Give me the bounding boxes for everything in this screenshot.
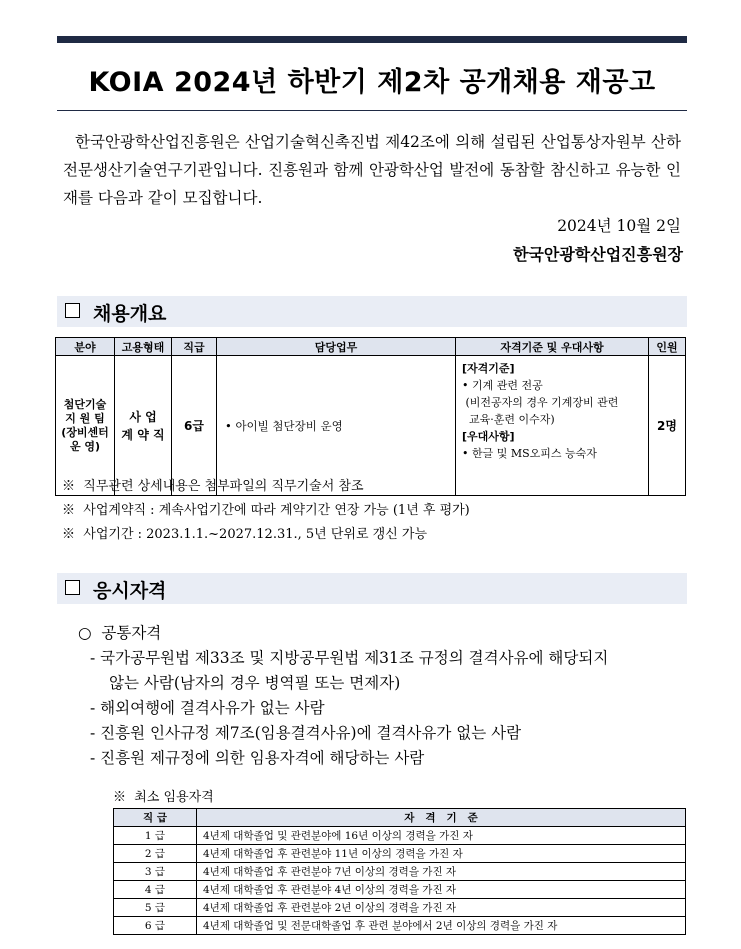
criteria-cell: 4년제 대학졸업 및 전문대학졸업 후 관련 분야에서 2년 이상의 경력을 가진 자	[197, 917, 686, 935]
grade-cell: 4 급	[114, 881, 197, 899]
section-hiring-overview	[57, 296, 687, 327]
table-row	[114, 881, 686, 899]
type-line: 사 업	[129, 409, 157, 424]
list-item: - 진흥원 인사규정 제7조(임용결격사유)에 결격사유가 없는 사람	[90, 724, 522, 742]
field-line: 운 영)	[69, 439, 101, 453]
cell-grade: 6급	[172, 356, 217, 496]
section-title: 채용개요	[93, 303, 167, 325]
section-eligibility	[57, 573, 687, 604]
criteria-cell: 4년제 대학졸업 및 관련분야에 16년 이상의 경력을 가진 자	[197, 827, 686, 845]
table-row	[114, 845, 686, 863]
checkbox-square-icon	[65, 303, 80, 318]
list-item: - 해외여행에 결격사유가 없는 사람	[90, 699, 325, 717]
hiring-table	[55, 337, 686, 496]
qual-line: • 기계 관련 전공	[462, 379, 543, 392]
cell-duty: • 아이빌 첨단장비 운영	[217, 356, 456, 496]
top-rule	[57, 36, 687, 43]
qual-heading: [우대사항]	[462, 430, 515, 443]
qual-line: 교육·훈련 이수자)	[462, 413, 555, 426]
col-header: 직 급	[114, 809, 197, 827]
list-item-continuation: 않는 사람(남자의 경우 병역필 또는 면제자)	[109, 674, 401, 692]
col-header: 고용형태	[115, 338, 172, 356]
grade-cell: 6 급	[114, 917, 197, 935]
qual-heading: [자격기준]	[462, 362, 515, 375]
col-header: 담당업무	[217, 338, 456, 356]
qual-line: (비전공자의 경우 기계장비 관련	[462, 396, 619, 409]
list-item: - 진흥원 제규정에 의한 임용자격에 해당하는 사람	[90, 749, 425, 767]
min-qualification-note: ※ 최소 임용자격	[113, 790, 214, 805]
common-qualifications	[78, 621, 688, 771]
criteria-cell: 4년제 대학졸업 후 관련분야 7년 이상의 경력을 가진 자	[197, 863, 686, 881]
cell-headcount: 2명	[649, 356, 686, 496]
grade-cell: 2 급	[114, 845, 197, 863]
table-row	[114, 863, 686, 881]
col-header: 분야	[56, 338, 115, 356]
grade-cell: 3 급	[114, 863, 197, 881]
common-lead: ○ 공통자격	[78, 624, 162, 642]
col-header: 직급	[172, 338, 217, 356]
criteria-cell: 4년제 대학졸업 후 관련분야 2년 이상의 경력을 가진 자	[197, 899, 686, 917]
signer: 한국안광학산업진흥원장	[512, 245, 683, 264]
cell-qualification	[456, 356, 649, 496]
qual-line: • 한글 및 MS오피스 능숙자	[462, 447, 597, 460]
grade-cell: 5 급	[114, 899, 197, 917]
table-header-row	[56, 338, 686, 356]
field-line: 첨단기술	[63, 397, 107, 411]
title-underline	[57, 110, 687, 111]
field-line: 지 원 팀	[65, 411, 105, 425]
section-title: 응시자격	[93, 580, 167, 602]
note-item: ※ 사업계약직 : 계속사업기간에 따라 계약기간 연장 가능 (1년 후 평가)	[62, 503, 470, 518]
notice-date: 2024년 10월 2일	[557, 217, 681, 235]
criteria-cell: 4년제 대학졸업 후 관련분야 4년 이상의 경력을 가진 자	[197, 881, 686, 899]
table-row	[114, 899, 686, 917]
grade-table	[113, 808, 686, 935]
table-header-row	[114, 809, 686, 827]
field-line: (장비센터	[61, 425, 109, 439]
col-header: 자격기준 및 우대사항	[456, 338, 649, 356]
table-row	[114, 917, 686, 935]
note-item: ※ 직무관련 상세내용은 첨부파일의 직무기술서 참조	[62, 479, 364, 494]
grade-cell: 1 급	[114, 827, 197, 845]
note-item: ※ 사업기간 : 2023.1.1.~2027.12.31., 5년 단위로 갱신 가능	[62, 527, 428, 542]
list-item: - 국가공무원법 제33조 및 지방공무원법 제31조 규정의 결격사유에 해당되지	[90, 649, 609, 667]
col-header: 인원	[649, 338, 686, 356]
checkbox-square-icon	[65, 580, 80, 595]
type-line: 계 약 직	[121, 427, 165, 442]
criteria-cell: 4년제 대학졸업 후 관련분야 11년 이상의 경력을 가진 자	[197, 845, 686, 863]
table-row	[114, 827, 686, 845]
col-header: 자 격 기 준	[197, 809, 686, 827]
intro-paragraph: 한국안광학산업진흥원은 산업기술혁신촉진법 제42조에 의해 설립된 산업통상자원부 산하 전문생산기술연구기관입니다. 진흥원과 함께 안광학산업 발전에 동참할 참신하고 유능한 인재를 다음과 같이 모집합니다.	[63, 133, 681, 207]
notes-list	[62, 475, 470, 547]
page-title: KOIA 2024년 하반기 제2차 공개채용 재공고	[88, 67, 656, 98]
